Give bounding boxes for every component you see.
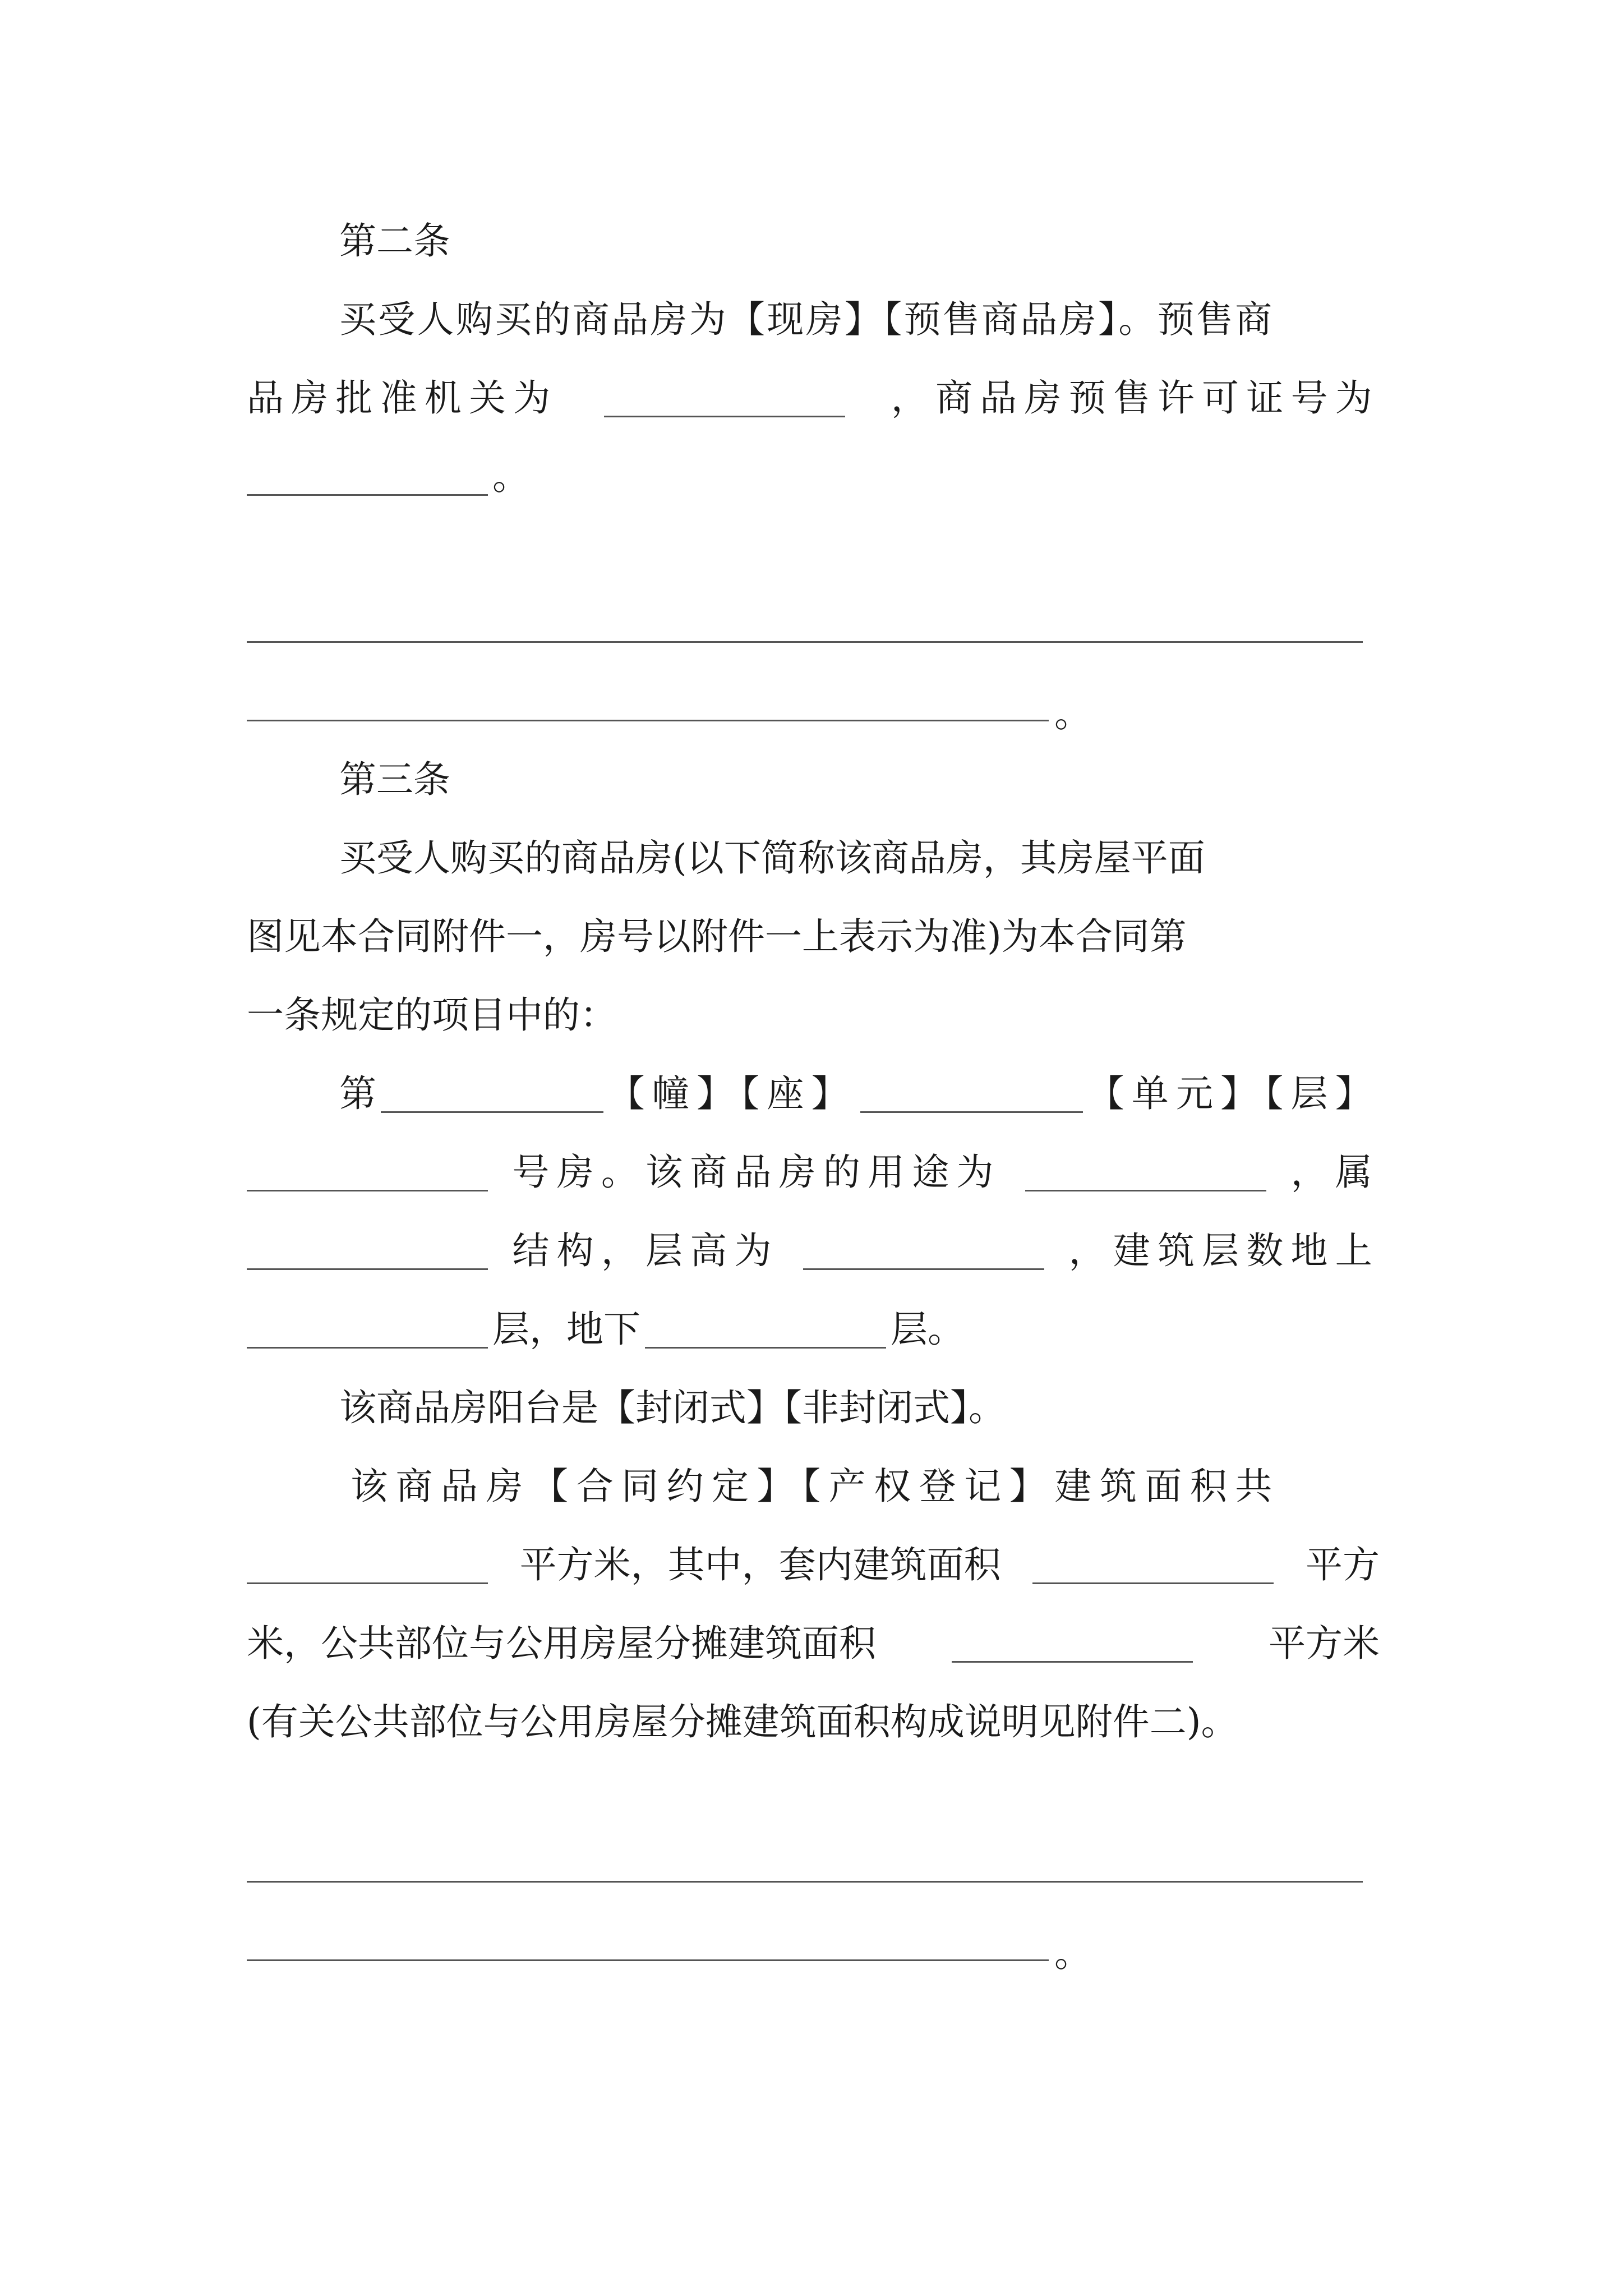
article-3-para2-line-2 (247, 1139, 1380, 1206)
paragraph-text: ，商品房预售许可证号为 (891, 376, 1380, 420)
inner-area-blank[interactable] (1032, 1580, 1274, 1584)
article-2-para-line-2 (247, 365, 1380, 432)
heading-text: 第二条 (339, 219, 450, 263)
article-3-para3 (339, 1374, 1380, 1442)
article-2-para-line-1 (339, 286, 1380, 353)
paragraph-text: 平方米 (1269, 1622, 1380, 1665)
fill-in-rule[interactable] (247, 1958, 1049, 1961)
paragraph-text: 号房。该商品房的用途为 (512, 1151, 1001, 1194)
period-text: 。 (1054, 1932, 1091, 1975)
structure-blank[interactable] (247, 1266, 488, 1270)
paragraph-text: 层。 (891, 1308, 965, 1351)
fill-in-rule[interactable] (247, 718, 1049, 721)
article-3-para4-line-3 (247, 1610, 1380, 1677)
paragraph-text: (有关公共部位与公用房屋分摊建筑面积构成说明见附件二)。 (247, 1700, 1238, 1743)
paragraph-text: 品房批准机关为 (247, 376, 558, 420)
paragraph-text: 米，公共部位与公用房屋分摊建筑面积 (247, 1622, 876, 1665)
floors-below-ground-blank[interactable] (645, 1345, 886, 1349)
paragraph-text: 买受人购买的商品房(以下简称该商品房，其房屋平面 (339, 836, 1205, 880)
paragraph-text: 买受人购买的商品房为【现房】【预售商品房】。预售商 (339, 298, 1274, 341)
building-number-blank[interactable] (381, 1109, 603, 1113)
paragraph-text: 【单元】【层】 (1087, 1072, 1380, 1115)
period-text: 。 (492, 455, 529, 498)
floors-above-ground-blank[interactable] (247, 1345, 488, 1349)
article-2-heading (339, 208, 1380, 275)
paragraph-text: 图见本合同附件一，房号以附件一上表示为准)为本合同第 (247, 915, 1187, 958)
article-3-heading (339, 746, 1380, 813)
total-area-blank[interactable] (247, 1580, 488, 1584)
paragraph-text: 平方 (1305, 1543, 1380, 1586)
article-2-para-line-3 (247, 443, 1380, 510)
article-3-para-line-3 (247, 982, 1380, 1049)
article-3-para2-line-4 (247, 1296, 1380, 1363)
article-3-para-line-1 (339, 825, 1380, 892)
article-3-para2-line-1 (339, 1060, 1380, 1128)
article-3-para-line-2 (247, 903, 1380, 970)
article-3-para4-line-4 (247, 1688, 1424, 1756)
article-3-para4-line-2 (247, 1531, 1380, 1599)
unit-number-blank[interactable] (860, 1109, 1083, 1113)
usage-blank[interactable] (1025, 1188, 1266, 1191)
fill-in-rule[interactable] (247, 1879, 1363, 1883)
paragraph-text: 第 (339, 1072, 376, 1115)
article-3-para4-line-1 (351, 1453, 1380, 1520)
paragraph-text: 该商品房【合同约定】【产权登记】建筑面积共 (351, 1465, 1280, 1508)
presale-permit-number-blank[interactable] (247, 492, 488, 496)
floor-height-blank[interactable] (803, 1266, 1044, 1270)
fill-in-rule[interactable] (247, 639, 1363, 643)
paragraph-text: 平方米，其中，套内建筑面积 (519, 1543, 1001, 1586)
paragraph-text: 一条规定的项目中的： (247, 993, 617, 1037)
paragraph-text: ，建筑层数地上 (1068, 1229, 1380, 1272)
approval-authority-blank[interactable] (604, 413, 845, 417)
paragraph-text: 层，地下 (492, 1308, 640, 1351)
paragraph-text: ，属 (1290, 1151, 1380, 1194)
paragraph-text: 该商品房阳台是【封闭式】【非封闭式】。 (339, 1386, 1006, 1429)
article-3-para2-line-3 (247, 1217, 1380, 1285)
heading-text: 第三条 (339, 758, 450, 801)
period-text: 。 (1054, 692, 1091, 735)
paragraph-text: 【幢】【座】 (607, 1072, 856, 1115)
paragraph-text: 结构，层高为 (512, 1229, 779, 1272)
room-number-blank[interactable] (247, 1188, 488, 1191)
shared-area-blank[interactable] (952, 1659, 1193, 1663)
